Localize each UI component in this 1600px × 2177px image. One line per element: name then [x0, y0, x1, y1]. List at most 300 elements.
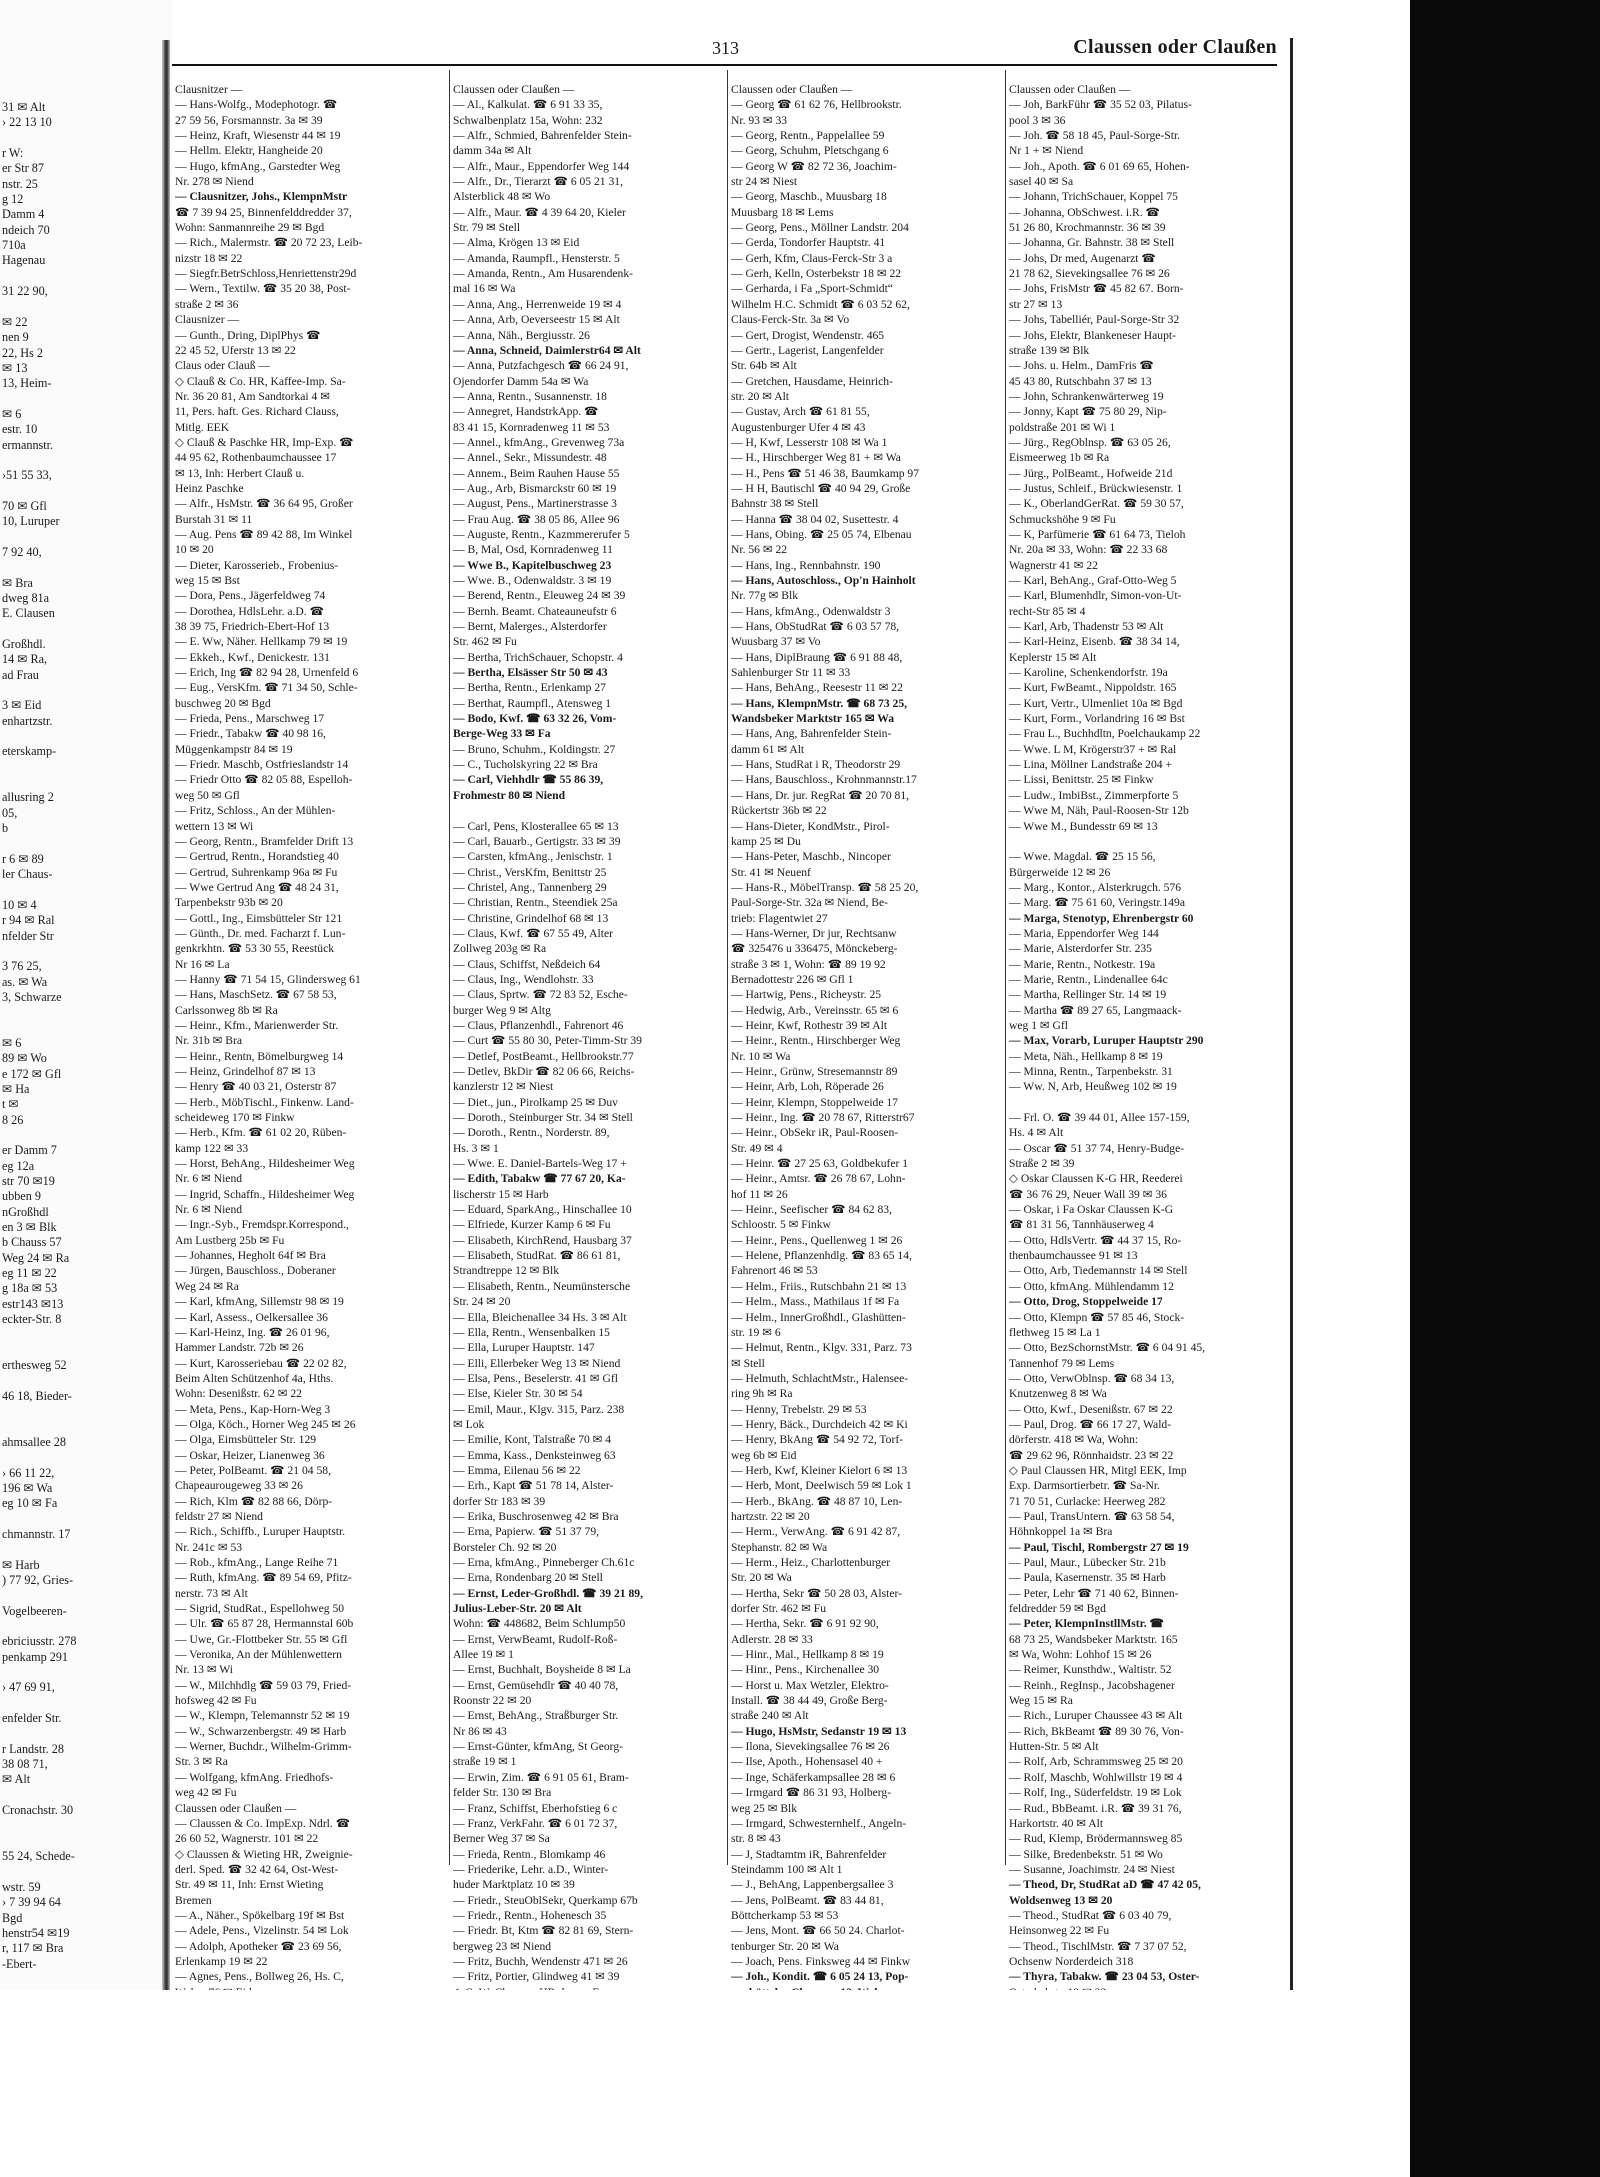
surname-heading: Claussen oder Claußen — [175, 1801, 297, 1815]
directory-entry-line: nerstr. 73 ✉ Alt [175, 1586, 248, 1600]
directory-entry-line: ☎ 7 39 94 25, Binnenfelddredder 37, [175, 205, 352, 219]
directory-entry-line: — W., Schwarzenbergstr. 49 ✉ Harb [175, 1724, 347, 1738]
directory-entry-line: — Minna, Rentn., Tarpenbekstr. 31 [1009, 1065, 1173, 1078]
directory-entry-line: — Joh., Apoth. ☎ 6 01 69 65, Hohen- [1009, 159, 1190, 173]
directory-entry-line: — J., BehAng, Lappenbergsallee 3 [731, 1878, 894, 1892]
directory-entry-line: — Bernt, Malerges., Alsterdorfer [453, 620, 607, 634]
directory-entry-line: — Heinr, Klempn, Stoppelweide 17 [731, 1095, 898, 1109]
directory-entry-line: Mitlg. EEK [175, 420, 230, 434]
fragment-line: 3 ✉ Eid [2, 698, 42, 713]
fragment-line: eckter-Str. 8 [2, 1312, 62, 1327]
directory-entry-line: Str. 49 ✉ 11, Inh: Ernst Wieting [175, 1878, 324, 1892]
directory-entry-line: — A., Näher., Spökelbarg 19f ✉ Bst [175, 1908, 345, 1922]
directory-entry-line: — Marie, Alsterdorfer Str. 235 [1009, 942, 1152, 956]
directory-entry-line: — Helm., Mass., Mathilaus 1f ✉ Fa [731, 1295, 900, 1309]
running-head: Claussen oder Claußen [1073, 36, 1277, 58]
fragment-line: ) 77 92, Gries- [2, 1573, 74, 1587]
header-rule [172, 64, 1277, 66]
directory-entry-line: Keplerstr 15 ✉ Alt [1009, 650, 1097, 664]
directory-entry-line: — Friederike, Lehr. a.D., Winter- [453, 1862, 609, 1876]
book-gutter [162, 40, 170, 1990]
directory-entry-line: Berner Weg 37 ✉ Sa [453, 1832, 550, 1846]
fragment-line [2, 1374, 157, 1389]
directory-entry-line: — Hans, StudRat i R, Theodorstr 29 [731, 758, 901, 772]
directory-entry-line: genkrkhtn. ☎ 53 30 55, Reestück [175, 942, 335, 956]
fragment-line: eg 10 ✉ Fa [2, 1496, 58, 1511]
directory-entry-line: — Gertrud, Suhrenkamp 96a ✉ Fu [175, 865, 338, 879]
directory-entry-line: — Heinr., ObSekr iR, Paul-Roosen- [731, 1126, 899, 1140]
directory-entry-line: 83 41 15, Kornradenweg 11 ✉ 53 [453, 420, 610, 434]
directory-entry-line [1009, 1095, 1275, 1110]
directory-entry-line: — Erna, Papierw. ☎ 51 37 79, [453, 1525, 600, 1539]
directory-entry-line: — Kurt, Form., Vorlandring 16 ✉ Bst [1009, 712, 1185, 726]
directory-entry-line: — Dorothea, HdlsLehr. a.D. ☎ [175, 604, 325, 618]
directory-entry-line: — Erika, Buschrosenweg 42 ✉ Bra [453, 1509, 619, 1523]
directory-entry-line: — Heinr, Arb, Loh, Röperade 26 [731, 1080, 884, 1094]
surname-heading: Claussen oder Claußen — [453, 83, 575, 96]
directory-entry-line: Hammer Landstr. 72b ✉ 26 [175, 1341, 304, 1355]
directory-entry-line: — Ernst, Gemüsehdlr ☎ 40 40 78, [453, 1678, 619, 1692]
directory-entry-line: — B, Mal, Osd, Kornradenweg 11 [453, 543, 613, 557]
directory-entry-line: Nr. 56 ✉ 22 [731, 543, 788, 557]
directory-entry-line: 22 45 52, Uferstr 13 ✉ 22 [175, 343, 296, 357]
directory-entry-line: Chapeaurougeweg 33 ✉ 26 [175, 1479, 303, 1493]
directory-entry-line: 51 26 80, Krochmannstr. 36 ✉ 39 [1009, 221, 1166, 235]
directory-entry-line: — Theod., StudRat ☎ 6 03 40 79, [1009, 1908, 1172, 1922]
directory-entry-line: 71 70 51, Curlacke: Heerweg 282 [1009, 1494, 1166, 1508]
directory-entry-line: — Marie, Rentn., Notkestr. 19a [1009, 957, 1156, 971]
directory-entry-line: felder Str. 130 ✉ Bra [453, 1786, 552, 1800]
fragment-line: 7 92 40, [2, 544, 42, 559]
directory-entry-line: — Bertha, TrichSchauer, Schopstr. 4 [453, 650, 623, 664]
directory-entry-line: — Ingrid, Schaffn., Hildesheimer Weg [175, 1187, 355, 1201]
directory-entry-line: — Oscar ☎ 51 37 74, Henry-Budge- [1009, 1141, 1185, 1155]
directory-entry-line: — Emilie, Kont, Talstraße 70 ✉ 4 [453, 1433, 612, 1447]
directory-entry-line: — Martha ☎ 89 27 65, Langmaack- [1009, 1003, 1182, 1017]
fragment-line [2, 560, 157, 575]
scan-background [1410, 0, 1600, 2177]
directory-entry-line: — Theod., TischlMstr. ☎ 7 37 07 52, [1009, 1939, 1187, 1953]
directory-entry-line: — Alfr., Maur., Eppendorfer Weg 144 [453, 159, 630, 173]
directory-entry-line: — Bernh. Beamt. Chateauneufstr 6 [453, 604, 617, 618]
directory-entry-line: — Ernst, Leder-Großhdl. ☎ 39 21 89, [453, 1586, 643, 1600]
fragment-line: 38 08 71, [2, 1757, 48, 1772]
directory-entry-line: Str. 64b ✉ Alt [731, 359, 797, 373]
directory-entry-line: Nr. 20a ✉ 33, Wohn: ☎ 22 33 68 [1009, 543, 1168, 557]
directory-entry-line: ✉ Lok [453, 1417, 485, 1431]
fragment-line: t ✉ [2, 1097, 19, 1112]
page-header [172, 30, 1277, 62]
directory-entry-line [1009, 834, 1275, 849]
directory-entry-line: Str. 24 ✉ 20 [453, 1295, 511, 1309]
directory-entry-line: 68 73 25, Wandsbeker Marktstr. 165 [1009, 1632, 1178, 1646]
directory-entry-line: — Eug., VersKfm. ☎ 71 34 50, Schle- [175, 681, 358, 695]
fragment-line: ad Frau [2, 667, 39, 682]
directory-entry-line: — Herb., Kfm. ☎ 61 02 20, Rüben- [175, 1126, 347, 1140]
directory-entry-line: — Bruno, Schuhm., Koldingstr. 27 [453, 742, 616, 756]
directory-entry-line: Beim Alten Schützenhof 4a, Hths. [175, 1371, 334, 1385]
fragment-line: 46 18, Bieder- [2, 1388, 72, 1403]
directory-entry-line: ✉ 13, Inh: Herbert Clauß u. [175, 466, 305, 480]
directory-entry-line: — Wwe. E. Daniel-Bartels-Weg 17 + [453, 1157, 627, 1171]
directory-entry-line: — Rolf, Arb, Schrammsweg 25 ✉ 20 [1009, 1755, 1183, 1769]
fragment-line [2, 1404, 157, 1419]
directory-entry-line: — Sigrid, StudRat., Espellohweg 50 [175, 1602, 345, 1616]
directory-entry-line: Alsterblick 48 ✉ Wo [453, 190, 551, 204]
fragment-line [2, 1450, 157, 1465]
fragment-line [2, 760, 157, 775]
directory-entry-line: — Joh., Kondit. ☎ 6 05 24 13, Pop- [731, 1970, 909, 1984]
fragment-line [2, 484, 157, 499]
directory-entry-line: Nr. 278 ✉ Niend [175, 175, 254, 189]
directory-entry-line: 10 ✉ 20 [175, 543, 214, 557]
directory-entry-line: — Alfr., Dr., Tierarzt ☎ 6 05 21 31, [453, 175, 623, 189]
fragment-line: ahmsallee 28 [2, 1434, 66, 1449]
fragment-line: enfelder Str. [2, 1711, 62, 1726]
directory-entry-line: 38 39 75, Friedrich-Ebert-Hof 13 [175, 620, 330, 634]
fragment-line [2, 683, 157, 698]
directory-entry-line: Ochsenw Norderdeich 318 [1009, 1954, 1134, 1968]
directory-entry-line: — Henny, Trebelstr. 29 ✉ 53 [731, 1402, 867, 1416]
directory-entry-line: — Heinr., Ing. ☎ 20 78 67, Ritterstr67 [731, 1111, 915, 1125]
directory-entry-line: Nr. 31b ✉ Bra [175, 1034, 243, 1048]
column-2 [453, 82, 719, 2031]
directory-entry-line: — Eduard, SparkAng., Hinschallee 10 [453, 1203, 632, 1217]
fragment-line: ✉ 13 [2, 360, 28, 375]
fragment-line: › 22 13 10 [2, 115, 52, 130]
column-3 [731, 82, 997, 2015]
directory-entry-line: — Heinr., Grünw, Stresemannstr 89 [731, 1065, 898, 1078]
directory-entry-line: weg 1 ✉ Gfl [1009, 1018, 1068, 1032]
directory-entry-line: — Lissi, Benittstr. 25 ✉ Finkw [1009, 773, 1154, 787]
directory-entry-line: — Claus, Kwf. ☎ 67 55 49, Alter [453, 926, 613, 940]
directory-entry-line: — Wwe B., Kapitelbuschweg 23 [453, 558, 612, 572]
directory-entry-line: kamp 25 ✉ Du [731, 834, 801, 848]
directory-entry-line: Harkortstr. 40 ✉ Alt [1009, 1816, 1104, 1830]
directory-entry-line: — Heinr., Rentn., Hirschberger Weg [731, 1034, 901, 1048]
fragment-line: 55 24, Schede- [2, 1849, 75, 1864]
fragment-line: 710a [2, 238, 26, 253]
directory-entry-line: — Anna, Putzfachgesch ☎ 66 24 91, [453, 359, 629, 373]
directory-entry-line: — Fritz, Buchh, Wendenstr 471 ✉ 26 [453, 1954, 628, 1968]
fragment-line: 3, Schwarze [2, 989, 62, 1004]
directory-entry-line: — Paul, TransUntern. ☎ 63 58 54, [1009, 1509, 1175, 1523]
directory-entry-line: — Gert, Drogist, Wendenstr. 465 [731, 328, 885, 342]
directory-entry-line: — Gertrud, Rentn., Horandstieg 40 [175, 850, 339, 864]
directory-entry-line: — Carsten, kfmAng., Jenischstr. 1 [453, 850, 613, 864]
directory-entry-line: kanzlerstr 12 ✉ Niest [453, 1080, 554, 1094]
fragment-line [2, 837, 157, 852]
directory-entry-line: — Hertha, Sekr ☎ 50 28 03, Alster- [731, 1586, 903, 1600]
directory-entry-line: — Hans, Obing. ☎ 25 05 74, Elbenau [731, 527, 912, 541]
directory-entry-line: Heinz Paschke [175, 481, 244, 495]
directory-entry-line: — Berthat, Raumpfl., Atensweg 1 [453, 696, 612, 710]
directory-entry-line: — Frl. O. ☎ 39 44 01, Allee 157-159, [1009, 1111, 1190, 1125]
directory-entry-line: — John, Schrankenwärterweg 19 [1009, 389, 1164, 403]
directory-entry-line: Schwalbenplatz 15a, Wohn: 232 [453, 113, 603, 127]
directory-entry-line: recht-Str 85 ✉ 4 [1009, 604, 1086, 618]
directory-entry-line: — Ekkeh., Kwf., Denickestr. 131 [175, 650, 330, 664]
directory-entry-line: — Adele, Pens., Vizelinstr. 54 ✉ Lok [175, 1924, 349, 1938]
directory-entry-line: — Herb., BkAng. ☎ 48 87 10, Len- [731, 1494, 903, 1508]
directory-entry-line: Bürgerweide 12 ✉ 26 [1009, 865, 1111, 879]
directory-entry-line: — Carl, Bauarb., Gertigstr. 33 ✉ 39 [453, 834, 621, 848]
fragment-line: r, 117 ✉ Bra [2, 1941, 64, 1956]
directory-entry-line: Install. ☎ 38 44 49, Große Berg- [731, 1694, 888, 1708]
fragment-line: 196 ✉ Wa [2, 1480, 53, 1495]
directory-entry-line: — Lina, Möllner Landstraße 204 + [1009, 758, 1173, 772]
directory-entry-line: weg 15 ✉ Bst [175, 574, 240, 587]
directory-entry-line: ✉ Stell [731, 1356, 765, 1370]
fragment-line: r 6 ✉ 89 [2, 851, 44, 866]
directory-entry-line: — Frau L., Buchhdltn, Poelchaukamp 22 [1009, 727, 1201, 741]
fragment-line [2, 1328, 157, 1343]
directory-entry-line: ✉ Wa, Wohn: Lohhof 15 ✉ 26 [1009, 1648, 1152, 1662]
directory-entry-line: 21 78 62, Sievekingsallee 76 ✉ 26 [1009, 267, 1170, 281]
directory-entry-line: ☎ 325476 u 336475, Mönckeberg- [731, 942, 898, 956]
directory-entry-line: — Wwe M., Bundesstr 69 ✉ 13 [1009, 819, 1158, 833]
directory-entry-line: — Else, Kieler Str. 30 ✉ 54 [453, 1387, 583, 1401]
directory-entry-line: — Hans, BehAng., Reesestr 11 ✉ 22 [731, 681, 903, 695]
fragment-line: eg 12a [2, 1158, 35, 1173]
directory-entry-line: Frohmestr 80 ✉ Niend [453, 788, 566, 802]
fragment-line: en 3 ✉ Blk [2, 1220, 57, 1235]
directory-entry-line: — Jens, PolBeamt. ☎ 83 44 81, [731, 1893, 884, 1907]
fragment-line: ✉ 6 [2, 406, 22, 421]
directory-entry-line: — Auguste, Rentn., Kazmmererufer 5 [453, 527, 630, 541]
surname-heading: Claussen oder Claußen — [1009, 83, 1131, 96]
directory-entry-line: — Ulr. ☎ 65 87 28, Hermannstal 60b [175, 1617, 354, 1631]
directory-entry-line: Nr. 6 ✉ Niend [175, 1172, 243, 1186]
fragment-line: Hagenau [2, 253, 46, 268]
directory-entry-line: — Friedr. Bt, Ktm ☎ 82 81 69, Stern- [453, 1924, 634, 1938]
fragment-line [2, 299, 157, 314]
directory-entry-line: — Günth., Dr. med. Facharzt f. Lun- [175, 926, 346, 940]
fragment-line: eterskamp- [2, 744, 57, 759]
directory-entry-line: — Annem., Beim Rauhen Hause 55 [453, 466, 620, 480]
fragment-line: 10 ✉ 4 [2, 897, 37, 912]
directory-entry-line: ◇ Clauß & Co. HR, Kaffee-Imp. Sa- [175, 374, 346, 388]
directory-entry-line: — Ernst, VerwBeamt, Rudolf-Roß- [453, 1632, 618, 1646]
directory-entry-line: Wohn: Desenißstr. 62 ✉ 22 [175, 1387, 302, 1401]
directory-entry-line: — Hellm. Elektr, Hangheide 20 [175, 144, 323, 158]
directory-entry-line: — Emma, Kass., Denksteinweg 63 [453, 1448, 616, 1462]
directory-entry-line: — Karl, kfmAng, Sillemstr 98 ✉ 19 [175, 1295, 344, 1309]
directory-entry-line: wettern 13 ✉ Wi [175, 819, 254, 833]
directory-entry-line: — Thyra, Tabakw. ☎ 23 04 53, Oster- [1009, 1970, 1200, 1984]
directory-entry-line: ◇ Oskar Claussen K-G HR, Reederei [1009, 1172, 1183, 1186]
directory-entry-line: — Adolph, Apotheker ☎ 23 69 56, [175, 1939, 342, 1953]
directory-entry-line: Hs. 3 ✉ 1 [453, 1141, 499, 1155]
directory-entry-line: Tarpenbekstr 93b ✉ 20 [175, 896, 283, 910]
directory-entry-line: trieb: Flagentwiet 27 [731, 911, 828, 925]
directory-entry-line: — Theod, Dr, StudRat aD ☎ 47 42 05, [1009, 1878, 1201, 1892]
directory-entry-line: Bernadottestr 226 ✉ Gfl 1 [731, 972, 854, 986]
directory-entry-line: Allee 19 ✉ 1 [453, 1648, 514, 1662]
directory-entry-line: derl. Sped. ☎ 32 42 64, Ost-West- [175, 1862, 339, 1876]
directory-entry-line: — Herm., VerwAng. ☎ 6 91 42 87, [731, 1525, 901, 1539]
fragment-line: ubben 9 [2, 1189, 41, 1204]
directory-entry-line: — Karl-Heinz, Eisenb. ☎ 38 34 14, [1009, 635, 1180, 649]
directory-entry-line: damm 61 ✉ Alt [731, 742, 805, 756]
directory-entry-line: — Ella, Bleichenallee 34 Hs. 3 ✉ Alt [453, 1310, 627, 1324]
directory-entry-line: — Claus, Pflanzenhdl., Fahrenort 46 [453, 1018, 624, 1032]
fragment-line [2, 1819, 157, 1834]
fragment-line: ebriciusstr. 278 [2, 1634, 77, 1649]
directory-entry-line: Str. 79 ✉ Stell [453, 221, 521, 235]
directory-entry-line: — Ella, Luruper Hauptstr. 147 [453, 1341, 595, 1355]
fragment-line: 14 ✉ Ra, [2, 652, 48, 667]
surname-heading: Clausnizer — [175, 313, 240, 327]
directory-entry-line: — Erh., Kapt ☎ 51 78 14, Alster- [453, 1479, 614, 1493]
directory-entry-line: — Horst, BehAng., Hildesheimer Weg [175, 1157, 355, 1171]
directory-entry-line: Heinsonweg 22 ✉ Fu [1009, 1924, 1110, 1938]
directory-entry-line: — Frieda, Pens., Marschweg 17 [175, 712, 325, 726]
directory-entry-line: — Gertr., Lagerist, Langenfelder [731, 343, 884, 357]
column-divider [727, 70, 728, 1865]
fragment-line: Bgd [2, 1910, 23, 1925]
fragment-line [2, 1588, 157, 1603]
directory-entry-line: Str. 49 ✉ 4 [731, 1141, 783, 1155]
directory-entry-line: Hutten-Str. 5 ✉ Alt [1009, 1740, 1099, 1754]
directory-entry-line: — Veronika, An der Mühlenwettern [175, 1648, 342, 1662]
fragment-line: Vogelbeeren- [2, 1603, 67, 1618]
directory-entry-line: — Hans-Wolfg., Modephotogr. ☎ [175, 98, 338, 112]
directory-entry-line: — Ernst, Buchhalt, Boysheide 8 ✉ La [453, 1663, 631, 1677]
directory-entry-line: — Jürg., PolBeamt., Hofweide 21d [1009, 466, 1173, 480]
directory-entry-line: hof 11 ✉ 26 [731, 1187, 788, 1201]
directory-entry-line: — Emil, Maur., Klgv. 315, Parz. 238 [453, 1402, 625, 1416]
fragment-line: 31 ✉ Alt [2, 100, 46, 114]
directory-entry-line: — Rich., Luruper Chaussee 43 ✉ Alt [1009, 1709, 1183, 1723]
fragment-line: erthesweg 52 [2, 1358, 67, 1373]
fragment-line [2, 1512, 157, 1527]
directory-entry-line: — Ernst-Günter, kfmAng, St Georg- [453, 1740, 623, 1754]
directory-entry-line: — Elfriede, Kurzer Kamp 6 ✉ Fu [453, 1218, 611, 1232]
fragment-line: ndeich 70 [2, 222, 50, 237]
directory-entry-line: — Jens, Mont. ☎ 66 50 24. Charlot- [731, 1924, 905, 1938]
directory-entry-line: — Agnes, Pens., Bollweg 26, Hs. C, [175, 1970, 344, 1984]
fragment-line: er Damm 7 [2, 1143, 57, 1158]
directory-entry-line: ☎ 29 62 96, Rönnhaidstr. 23 ✉ 22 [1009, 1448, 1174, 1462]
directory-entry-line: — W., Klempn, Telemannstr 52 ✉ 19 [175, 1709, 350, 1723]
directory-entry-line: — K, Parfümerie ☎ 61 64 73, Tieloh [1009, 527, 1186, 541]
directory-entry-line: scheideweg 170 ✉ Finkw [175, 1111, 295, 1125]
directory-entry-line: — Elsa, Pens., Beselerstr. 41 ✉ Gfl [453, 1371, 618, 1385]
directory-entry-line: — Doroth., Rentn., Norderstr. 89, [453, 1126, 610, 1140]
fragment-line: estr143 ✉13 [2, 1296, 64, 1311]
directory-entry-line: Nr. 93 ✉ 33 [731, 113, 788, 127]
directory-entry-line: — Jonny, Kapt ☎ 75 80 29, Nip- [1009, 405, 1167, 419]
directory-entry-line: 26 60 52, Wagnerstr. 101 ✉ 22 [175, 1832, 319, 1846]
directory-entry-line: — Alma, Krögen 13 ✉ Eid [453, 236, 580, 250]
directory-entry-line: Julius-Leber-Str. 20 ✉ Alt [453, 1602, 582, 1616]
directory-entry-line: — Irmgard ☎ 86 31 93, Holberg- [731, 1786, 892, 1800]
fragment-line: as. ✉ Wa [2, 974, 48, 989]
directory-entry-line: — Friedr. Maschb, Ostfrieslandstr 14 [175, 758, 349, 772]
directory-entry-line: Woldsenweg 13 ✉ 20 [1009, 1893, 1113, 1907]
directory-entry-line: — Paul, Tischl, Rombergstr 27 ✉ 19 [1009, 1540, 1189, 1554]
directory-entry-line: kamp 122 ✉ 33 [175, 1141, 249, 1155]
fragment-line [2, 1021, 157, 1036]
directory-entry-line: Roonstr 22 ✉ 20 [453, 1694, 532, 1708]
directory-entry-line: feldstr 27 ✉ Niend [175, 1509, 263, 1523]
directory-entry-line: — Hans, Bauschloss., Krohnmannstr.17 [731, 773, 917, 787]
directory-entry-line: — Johs. u. Helm., DamFris ☎ [1009, 359, 1154, 373]
fragment-line: ✉ 22 [2, 314, 28, 329]
directory-entry-line: Exp. Darmsortierbetr. ☎ Sa-Nr. [1009, 1479, 1160, 1493]
directory-entry-line: Berge-Weg 33 ✉ Fa [453, 727, 551, 741]
directory-entry-line: — Anna, Schneid, Daimlerstr64 ✉ Alt [453, 343, 641, 357]
directory-entry-line: Weg 15 ✉ Ra [1009, 1694, 1073, 1708]
directory-entry-line: — Heinr. ☎ 27 25 63, Goldbekufer 1 [731, 1157, 909, 1171]
directory-entry-line: Zollweg 203g ✉ Ra [453, 942, 547, 956]
directory-entry-line: — Heinz, Grindelhof 87 ✉ 13 [175, 1065, 316, 1078]
fragment-line: r W: [2, 146, 24, 161]
directory-entry-line: mal 16 ✉ Wa [453, 282, 516, 296]
fragment-line: ›51 55 33, [2, 468, 52, 483]
directory-entry-line: — Friedr., SteuOblSekr, Querkamp 67b [453, 1893, 638, 1907]
directory-entry-line: Höhnkoppel 1a ✉ Bra [1009, 1525, 1113, 1539]
fragment-line: Cronachstr. 30 [2, 1803, 74, 1818]
directory-entry-line: bergweg 23 ✉ Niend [453, 1939, 552, 1953]
fragment-line: wstr. 59 [2, 1879, 41, 1894]
fragment-line [2, 944, 157, 959]
directory-entry-line: — Hans-Dieter, KondMstr., Pirol- [731, 819, 890, 833]
directory-entry-line: — J, Stadtamtm iR, Bahrenfelder [731, 1847, 887, 1861]
directory-entry-line: — Marg., Kontor., Alsterkrugch. 576 [1009, 880, 1182, 894]
fragment-line: g 18a ✉ 53 [2, 1281, 58, 1296]
fragment-line [2, 1726, 157, 1741]
directory-entry-line: — Rud., BbBeamt. i.R. ☎ 39 31 76, [1009, 1801, 1182, 1815]
directory-entry-line: — Claus, Ing., Wendlohstr. 33 [453, 972, 594, 986]
fragment-line: ✉ Harb [2, 1557, 40, 1572]
directory-entry-line: str. 20 ✉ Alt [731, 389, 790, 403]
directory-entry-line: — Karl, BehAng., Graf-Otto-Weg 5 [1009, 574, 1177, 587]
directory-entry-line: — Horst u. Max Wetzler, Elektro- [731, 1678, 889, 1692]
directory-entry-line: — Hanny ☎ 71 54 15, Glindersweg 61 [175, 972, 361, 986]
directory-entry-line: Paul-Sorge-Str. 32a ✉ Niend, Be- [731, 896, 888, 910]
directory-entry-line: — Hans-R., MöbelTransp. ☎ 58 25 20, [731, 880, 919, 894]
directory-entry-line: 27 59 56, Forsmannstr. 3a ✉ 39 [175, 113, 323, 127]
directory-entry-line: — Annel., kfmAng., Grevenweg 73a [453, 435, 625, 449]
directory-entry-line: feldredder 59 ✉ Bgd [1009, 1602, 1106, 1616]
directory-entry-line: — Ella, Rentn., Wensenbalken 15 [453, 1325, 610, 1339]
directory-entry-line: Nr 16 ✉ La [175, 957, 230, 971]
directory-entry-line: Borsteler Ch. 92 ✉ 20 [453, 1540, 557, 1554]
directory-entry-line: — Johannes, Hegholt 64f ✉ Bra [175, 1249, 326, 1263]
directory-entry-line: — Otto, Klempn ☎ 57 85 46, Stock- [1009, 1310, 1185, 1324]
directory-entry-line: — Jürgen, Bauschloss., Doberaner [175, 1264, 336, 1278]
fragment-line: chmannstr. 17 [2, 1526, 71, 1541]
directory-entry-line [453, 803, 719, 818]
directory-entry-line: Str. 41 ✉ Neuenf [731, 865, 811, 879]
directory-entry-line: — Ruth, kfmAng. ☎ 89 54 69, Pfitz- [175, 1571, 352, 1585]
fragment-line [2, 1696, 157, 1711]
fragment-line: er Str 87 [2, 161, 44, 176]
directory-entry-line: — Heinr., Kfm., Marienwerder Str. [175, 1018, 339, 1032]
column-divider [449, 70, 450, 1865]
fragment-line: ✉ Ha [2, 1082, 30, 1096]
directory-entry-line: — Reinh., RegInsp., Jacobshagener [1009, 1678, 1175, 1692]
directory-entry-line: — Wwe. Magdal. ☎ 25 15 56, [1009, 850, 1156, 864]
directory-entry-line: — Susanne, Joachimstr. 24 ✉ Niest [1009, 1862, 1175, 1876]
directory-entry-line: — Justus, Schleif., Brückwiesenstr. 1 [1009, 481, 1183, 495]
directory-entry-line: — Helene, Pflanzenhdlg. ☎ 83 65 14, [731, 1249, 912, 1263]
directory-entry-line: — C., Tucholskyring 22 ✉ Bra [453, 758, 598, 772]
directory-entry-line: — Herm., Heiz., Charlottenburger [731, 1556, 891, 1569]
directory-entry-line: — Christel, Ang., Tannenberg 29 [453, 880, 607, 894]
